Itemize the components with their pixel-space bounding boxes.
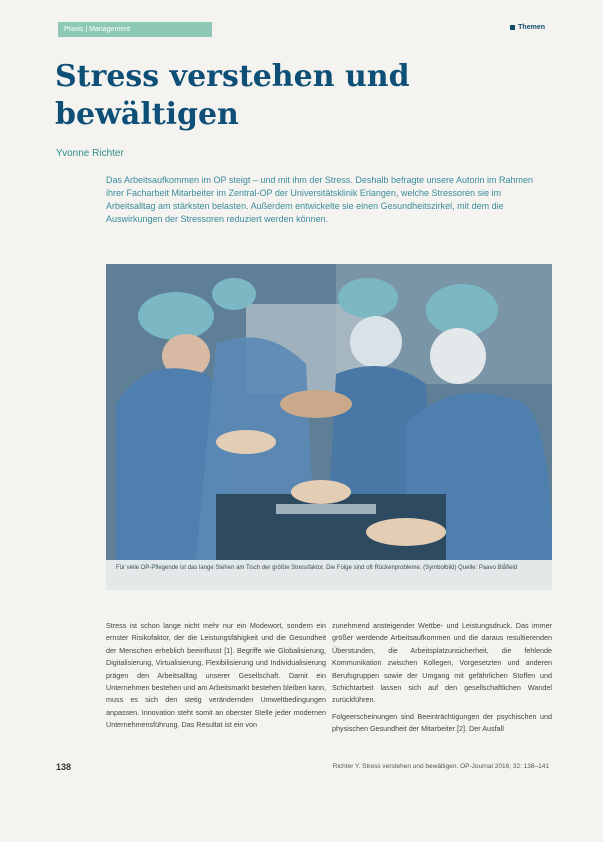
surgery-photo	[106, 264, 552, 560]
body-paragraph: Stress ist schon lange nicht mehr nur ein Modewort, sondern ein ernster Risikofaktor, der die Leistungsfähigkeit und die Gesundheit der Menschen erheblich beeinflusst [1]. Begriffe wie Globalisierung, Digitalisierung, Virtualisierung, Flexibilisierung und Individualisierung prägen den Arbeitsalltag unserer Gesellschaft. Damit ein Unternehmen bestehen und am Arbeitsmarkt bestehen bleiben kann, muss es sich den stetig verändernden Umweltbedingungen anpassen. Innovation steht somit an oberster Stelle jeder modernen Unternehmensführung. Das Resultat ist ein von	[106, 621, 326, 730]
body-paragraph: zunehmend ansteigender Wettbe- und Leistungsdruck. Das immer größer werdende Arbeitsaufkommen und die daraus resultierenden Überstunden, die Arbeitsplatzunsicherheit, die fehlende Kommunikation zwischen Kollegen, Vorgesetzten und anderen Berufsgruppen sowie der Umgang mit gefährlichen Stoffen und Schichtarbeit lassen sich auf den gesellschaftlichen Wandel zurückführen.	[332, 621, 552, 705]
surgical-field	[280, 390, 352, 418]
surgeon-cap-left	[138, 292, 214, 340]
instrument-tray	[276, 504, 376, 514]
page-number: 138	[56, 762, 72, 772]
surgeon-mask-right	[430, 328, 486, 384]
lead-paragraph: Das Arbeitsaufkommen im OP steigt – und mit ihm der Stress. Deshalb befragte unsere Autorin im Rahmen ihrer Facharbeit Mitarbeiter im Zentral-OP der Universitätsklinik Erlangen, welche Stressoren sie im Arbeitsalltag am stärksten belasten. Außerdem entwickelte sie einen Gesundheitszirkel, mit dem die Auswirkungen der Stressoren reduziert werden können.	[106, 175, 534, 224]
citation-footer: Richter Y. Stress verstehen und bewältigen. OP-Journal 2016; 32: 138–141	[332, 763, 549, 770]
section-right-label: Themen	[518, 24, 545, 31]
gloved-hands-front	[366, 518, 446, 546]
text-column-right	[332, 620, 552, 740]
text-column-left	[106, 620, 326, 736]
section-tag: Praxis | Management	[58, 22, 212, 37]
square-bullet-icon	[510, 25, 515, 30]
gloved-hands-right	[291, 480, 351, 504]
gloved-hands-left	[216, 430, 276, 454]
figure-caption: Für viele OP-Pflegende ist das lange Stehen am Tisch der größte Stressfaktor. Die Folge sind oft Rückenprobleme. (Symbolbild) Quelle: Paavo Blåfield	[106, 560, 552, 590]
surgeon-cap-second	[212, 278, 256, 310]
body-paragraph: Folgeerscheinungen sind Beeinträchtigungen der psychischen und physischen Gesundheit der Mitarbeiter [2]. Der Ausfall	[332, 711, 552, 734]
author-name: Yvonne Richter	[56, 148, 124, 159]
surgeon-cap-right	[426, 284, 498, 336]
section-right	[510, 24, 545, 31]
surgeon-mask-center	[350, 316, 402, 368]
article-title: Stress verstehen und bewältigen	[55, 59, 410, 132]
surgeon-cap-center	[338, 278, 398, 318]
